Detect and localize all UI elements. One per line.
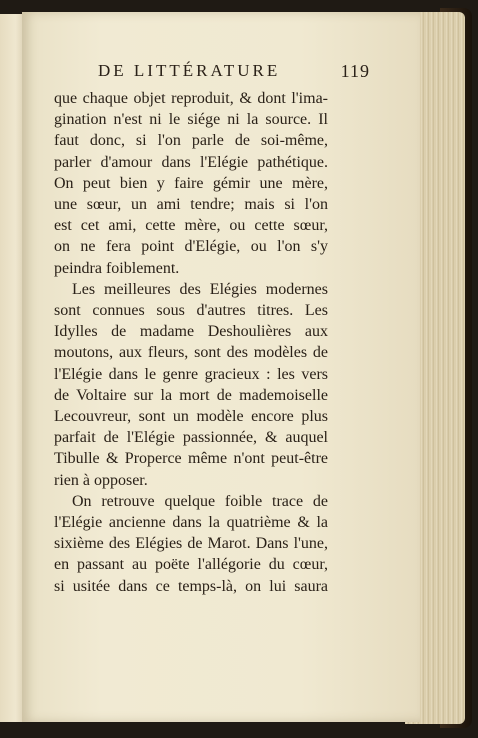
text-line: rien à opposer. [54,471,148,489]
text-line: est cet ami, cette mère, ou cette sœur, [54,217,328,235]
text-line: On peut bien y faire gémir une mère, [54,174,328,192]
text-line: sont connues sous d'autres titres. Les [54,302,328,320]
text-line: Tibulle & Properce même n'ont peut-être [54,450,328,468]
text-line: l'Elégie ancienne dans la quatrième & la [54,514,328,532]
body-text [54,88,328,597]
page-number: 119 [340,61,370,81]
text-line: Les meilleures des Elégies modernes [72,280,328,298]
text-line: On retrouve quelque foible trace de [72,492,328,510]
text-line: de Voltaire sur la mort de mademoiselle [54,386,328,404]
text-line: sixième des Elégies de Marot. Dans l'une, [54,535,328,553]
text-line: Idylles de madame Deshoulières aux [54,323,328,341]
running-title: DE LITTÉRATURE [98,61,281,80]
text-line: parler d'amour dans l'Elégie pathétique. [54,153,328,171]
text-line: on ne fera point d'Elégie, ou l'on s'y [54,238,328,256]
text-line: Lecouvreur, sont un modèle encore plus [54,408,328,426]
text-line: peindra foiblement. [54,259,180,277]
paragraph-2 [54,279,328,491]
text-line: une sœur, un ami tendre; mais si l'on [54,196,328,214]
text-line: parfait de l'Elégie passionnée, & auquel [54,429,328,447]
text-line: si usitée dans ce temps-là, on lui saura [54,577,328,595]
text-line: l'Elégie dans le genre gracieux : les vers [54,365,328,383]
text-line: moutons, aux fleurs, sont des modèles de [54,344,328,362]
text-line: que chaque objet reproduit, & dont l'ima- [54,90,328,107]
paragraph-3 [54,491,328,597]
paragraph-1 [54,88,328,279]
text-line: gination n'est ni le siége ni la source. Il [54,111,328,129]
text-line: en passant au poëte l'allégorie du cœur, [54,556,328,574]
text-line: faut donc, si l'on parle de soi-même, [54,132,328,150]
